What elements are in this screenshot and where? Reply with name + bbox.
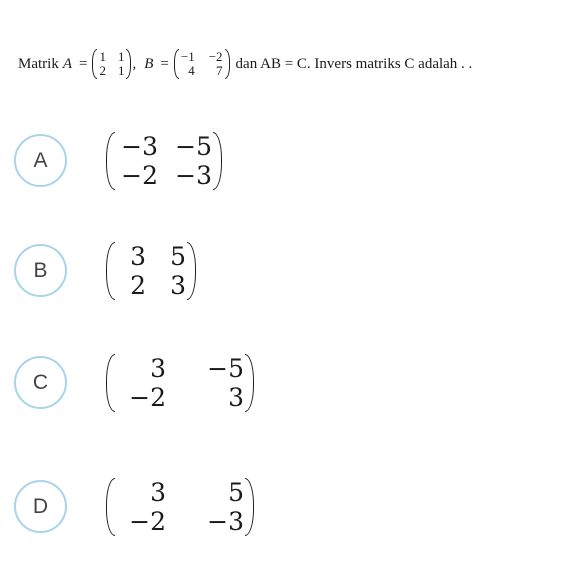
question-text xyxy=(18,44,570,84)
option-a[interactable] xyxy=(14,128,314,198)
option-d-button[interactable]: D xyxy=(14,480,67,533)
option-c[interactable] xyxy=(14,350,314,420)
right-paren xyxy=(245,478,254,536)
matrix-b-variable: B xyxy=(144,55,154,72)
question-suffix: dan AB = C. Invers matriks C adalah . . xyxy=(235,55,473,72)
matrix-cell: 3 xyxy=(228,383,244,412)
matrix-a-variable: A xyxy=(62,55,72,72)
matrix-cell: −2 xyxy=(121,161,158,190)
option-c-matrix xyxy=(106,350,254,416)
option-a-matrix xyxy=(106,128,222,194)
option-a-button[interactable]: A xyxy=(14,134,67,187)
option-b-button[interactable]: B xyxy=(14,244,67,297)
question-prefix: Matrik xyxy=(18,55,59,72)
matrix-cell: −3 xyxy=(175,161,212,190)
matrix-b xyxy=(174,46,230,82)
right-paren xyxy=(126,49,131,79)
matrix-cell: 2 xyxy=(130,271,146,300)
matrix-a-cell: 1 xyxy=(99,49,106,64)
matrix-cell: −3 xyxy=(207,507,244,536)
matrix-cell: −3 xyxy=(121,132,158,161)
right-paren xyxy=(213,132,222,190)
option-c-button[interactable]: C xyxy=(14,356,67,409)
matrix-cell: 5 xyxy=(228,478,244,507)
matrix-cell: 5 xyxy=(170,242,186,271)
left-paren xyxy=(106,132,115,190)
matrix-cell: 3 xyxy=(170,271,186,300)
left-paren xyxy=(106,354,115,412)
matrix-b-cell: 4 xyxy=(188,63,195,78)
matrix-cell: −2 xyxy=(129,507,166,536)
left-paren xyxy=(106,242,115,300)
matrix-b-cell: −2 xyxy=(208,49,223,64)
matrix-cell: 3 xyxy=(130,242,146,271)
equals-sign: = xyxy=(160,55,169,72)
equals-sign: = xyxy=(79,55,88,72)
option-d-matrix xyxy=(106,474,254,540)
left-paren xyxy=(106,478,115,536)
matrix-cell: 3 xyxy=(150,478,166,507)
matrix-b-cell: 7 xyxy=(216,63,223,78)
option-b[interactable] xyxy=(14,238,314,308)
matrix-a-cell: 2 xyxy=(99,63,106,78)
right-paren xyxy=(225,49,230,79)
matrix-b-cell: −1 xyxy=(180,49,195,64)
option-d[interactable] xyxy=(14,474,314,544)
matrix-a xyxy=(92,46,131,82)
matrix-cell: −2 xyxy=(129,383,166,412)
separator: , xyxy=(132,55,137,72)
right-paren xyxy=(187,242,196,300)
option-b-matrix xyxy=(106,238,196,304)
matrix-cell: 3 xyxy=(150,354,166,383)
matrix-cell: −5 xyxy=(207,354,244,383)
matrix-cell: −5 xyxy=(175,132,212,161)
right-paren xyxy=(245,354,254,412)
matrix-a-cell: 1 xyxy=(117,49,125,64)
matrix-a-cell: 1 xyxy=(117,63,125,78)
